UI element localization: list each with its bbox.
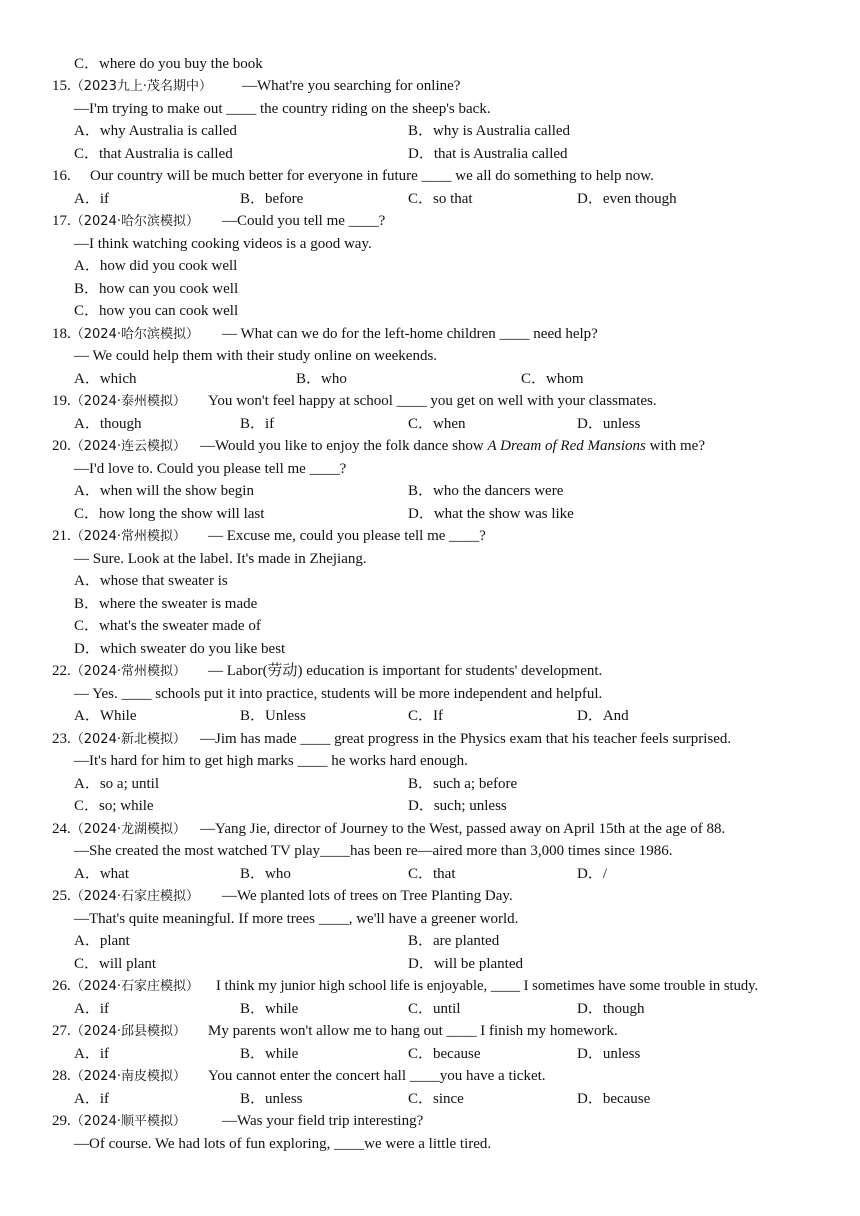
option-b: B．unless [240, 1091, 303, 1107]
option-c: C．until [408, 1001, 461, 1017]
question-number: 20.（2024·连云模拟） [52, 438, 186, 454]
question-22 [0, 660, 860, 682]
source-tag: （2024·石家庄模拟） [70, 979, 199, 994]
option-a: A．plant [74, 933, 130, 949]
option-b: B．Unless [240, 708, 306, 724]
question-stem: — Labor(劳动) education is important for students' development. [208, 663, 603, 679]
option-b: B．why is Australia called [408, 123, 571, 139]
option-a: A．when will the show begin [74, 483, 254, 499]
question-18 [0, 323, 860, 345]
option-b: B．are planted [408, 933, 500, 949]
question-stem: — Excuse me, could you please tell me ____? [208, 528, 486, 544]
option-b: B．who [296, 371, 347, 387]
question-24-line2: —She created the most watched TV play____has been re—aired more than 3,000 times since 1986. [74, 843, 673, 859]
question-stem: I think my junior high school life is enjoyable, ____ I sometimes have some trouble in study. [216, 978, 759, 994]
option-c: C．when [408, 416, 466, 432]
source-tag: （2024·龙湖模拟） [70, 822, 186, 837]
option-b: B．if [240, 416, 275, 432]
question-27 [0, 1020, 860, 1042]
option-a: A．if [74, 1091, 109, 1107]
option-b: B．who the dancers were [408, 483, 564, 499]
option-d: D．that is Australia called [408, 146, 568, 162]
question-20-line2: —I'd love to. Could you please tell me ____? [74, 461, 347, 477]
option-d: D．unless [577, 1046, 641, 1062]
question-16 [0, 165, 860, 187]
source-tag: （2024·顺平模拟） [70, 1114, 186, 1129]
question-23-line2: —It's hard for him to get high marks ____ he works hard enough. [74, 753, 468, 769]
question-number: 15.（2023九上·茂名期中） [52, 78, 212, 94]
question-stem: Our country will be much better for everyone in future ____ we all do something to help now. [90, 168, 654, 184]
question-stem: —Would you like to enjoy the folk dance show A Dream of Red Mansions with me? [200, 438, 705, 454]
option-a: A．though [74, 416, 142, 432]
question-17-line2: —I think watching cooking videos is a good way. [74, 236, 372, 252]
source-tag: （2024·哈尔滨模拟） [70, 327, 199, 342]
question-stem: —Was your field trip interesting? [222, 1113, 424, 1129]
source-tag: （2024·连云模拟） [70, 439, 186, 454]
option-a: A．if [74, 1046, 109, 1062]
question-19 [0, 390, 860, 412]
option-a: A．While [74, 708, 137, 724]
question-23 [0, 728, 860, 750]
question-stem: My parents won't allow me to hang out ____ I finish my homework. [208, 1023, 618, 1039]
source-tag: （2024·常州模拟） [70, 529, 186, 544]
question-24 [0, 818, 860, 840]
question-number: 24.（2024·龙湖模拟） [52, 821, 186, 837]
question-17 [0, 210, 860, 232]
question-stem: —Jim has made ____ great progress in the Physics exam that his teacher feels surprised. [200, 731, 732, 747]
option-c: C．because [408, 1046, 481, 1062]
question-29-line2: —Of course. We had lots of fun exploring, ____we were a little tired. [74, 1136, 492, 1152]
question-28 [0, 1065, 860, 1087]
option-a: A．if [74, 191, 109, 207]
question-number: 16. [52, 168, 71, 184]
source-tag: （2024·哈尔滨模拟） [70, 214, 199, 229]
question-21 [0, 525, 860, 547]
show-title: A Dream of Red Mansions [487, 438, 646, 454]
option-a: A．why Australia is called [74, 123, 237, 139]
option-a: A．which [74, 371, 137, 387]
option-d: D．And [577, 708, 629, 724]
question-25 [0, 885, 860, 907]
option-d: D．such; unless [408, 798, 507, 814]
question-29 [0, 1110, 860, 1132]
option-c: C．how long the show will last [74, 506, 265, 522]
option-c: C．that [408, 866, 456, 882]
source-tag: （2024·泰州模拟） [70, 394, 186, 409]
question-21-line2: — Sure. Look at the label. It's made in Zhejiang. [74, 551, 367, 567]
question-number: 26.（2024·石家庄模拟） [52, 978, 199, 994]
option-c: C．what's the sweater made of [74, 618, 261, 634]
option-b: B．before [240, 191, 304, 207]
option-a: A．if [74, 1001, 109, 1017]
option-b: B．while [240, 1046, 299, 1062]
option-b: B．while [240, 1001, 299, 1017]
option-c: C．that Australia is called [74, 146, 233, 162]
question-stem: —Could you tell me ____? [222, 213, 386, 229]
question-number: 27.（2024·邱县模拟） [52, 1023, 186, 1039]
option-d: D．though [577, 1001, 645, 1017]
option-a: A．how did you cook well [74, 258, 238, 274]
option-c: C．where do you buy the book [74, 56, 263, 72]
question-number: 23.（2024·新北模拟） [52, 731, 186, 747]
question-stem: —What're you searching for online? [242, 78, 461, 94]
option-d: D．which sweater do you like best [74, 641, 286, 657]
option-a: A．so a; until [74, 776, 159, 792]
option-c: C．If [408, 708, 443, 724]
question-number: 28.（2024·南皮模拟） [52, 1068, 186, 1084]
question-stem: —Yang Jie, director of Journey to the West, passed away on April 15th at the age of 88. [200, 821, 726, 837]
option-d: D．/ [577, 866, 608, 882]
question-stem: You cannot enter the concert hall ____you have a ticket. [208, 1068, 546, 1084]
option-c: C．how you can cook well [74, 303, 239, 319]
question-15-line2: —I'm trying to make out ____ the country riding on the sheep's back. [74, 101, 491, 117]
option-c: C．since [408, 1091, 464, 1107]
option-c: C．so; while [74, 798, 154, 814]
question-15 [0, 75, 860, 97]
question-number: 21.（2024·常州模拟） [52, 528, 186, 544]
source-tag: （2023九上·茂名期中） [70, 79, 212, 94]
source-tag: （2024·南皮模拟） [70, 1069, 186, 1084]
option-d: D．even though [577, 191, 677, 207]
source-tag: （2024·常州模拟） [70, 664, 186, 679]
option-a: A．whose that sweater is [74, 573, 228, 589]
question-number: 29.（2024·顺平模拟） [52, 1113, 186, 1129]
question-20 [0, 435, 860, 457]
option-b: B．who [240, 866, 291, 882]
option-d: D．unless [577, 416, 641, 432]
question-14-tail [0, 53, 860, 75]
question-number: 22.（2024·常州模拟） [52, 663, 186, 679]
option-b: B．such a; before [408, 776, 518, 792]
option-b: B．how can you cook well [74, 281, 239, 297]
source-tag: （2024·新北模拟） [70, 732, 186, 747]
question-stem: —We planted lots of trees on Tree Planting Day. [222, 888, 513, 904]
option-c: C．whom [521, 371, 584, 387]
option-c: C．so that [408, 191, 473, 207]
option-d: D．will be planted [408, 956, 523, 972]
option-d: D．because [577, 1091, 651, 1107]
question-number: 17.（2024·哈尔滨模拟） [52, 213, 199, 229]
question-18-line2: — We could help them with their study online on weekends. [74, 348, 438, 364]
source-tag: （2024·石家庄模拟） [70, 889, 199, 904]
question-number: 25.（2024·石家庄模拟） [52, 888, 199, 904]
question-stem: — What can we do for the left-home children ____ need help? [222, 326, 598, 342]
question-number: 18.（2024·哈尔滨模拟） [52, 326, 199, 342]
source-tag: （2024·邱县模拟） [70, 1024, 186, 1039]
option-b: B．where the sweater is made [74, 596, 258, 612]
option-c: C．will plant [74, 956, 157, 972]
question-25-line2: —That's quite meaningful. If more trees ____, we'll have a greener world. [74, 911, 519, 927]
question-number: 19.（2024·泰州模拟） [52, 393, 186, 409]
question-stem: You won't feel happy at school ____ you get on well with your classmates. [208, 393, 657, 409]
option-a: A．what [74, 866, 129, 882]
option-d: D．what the show was like [408, 506, 574, 522]
question-22-line2: — Yes. ____ schools put it into practice, students will be more independent and helpful. [74, 686, 603, 702]
question-26 [0, 975, 860, 997]
